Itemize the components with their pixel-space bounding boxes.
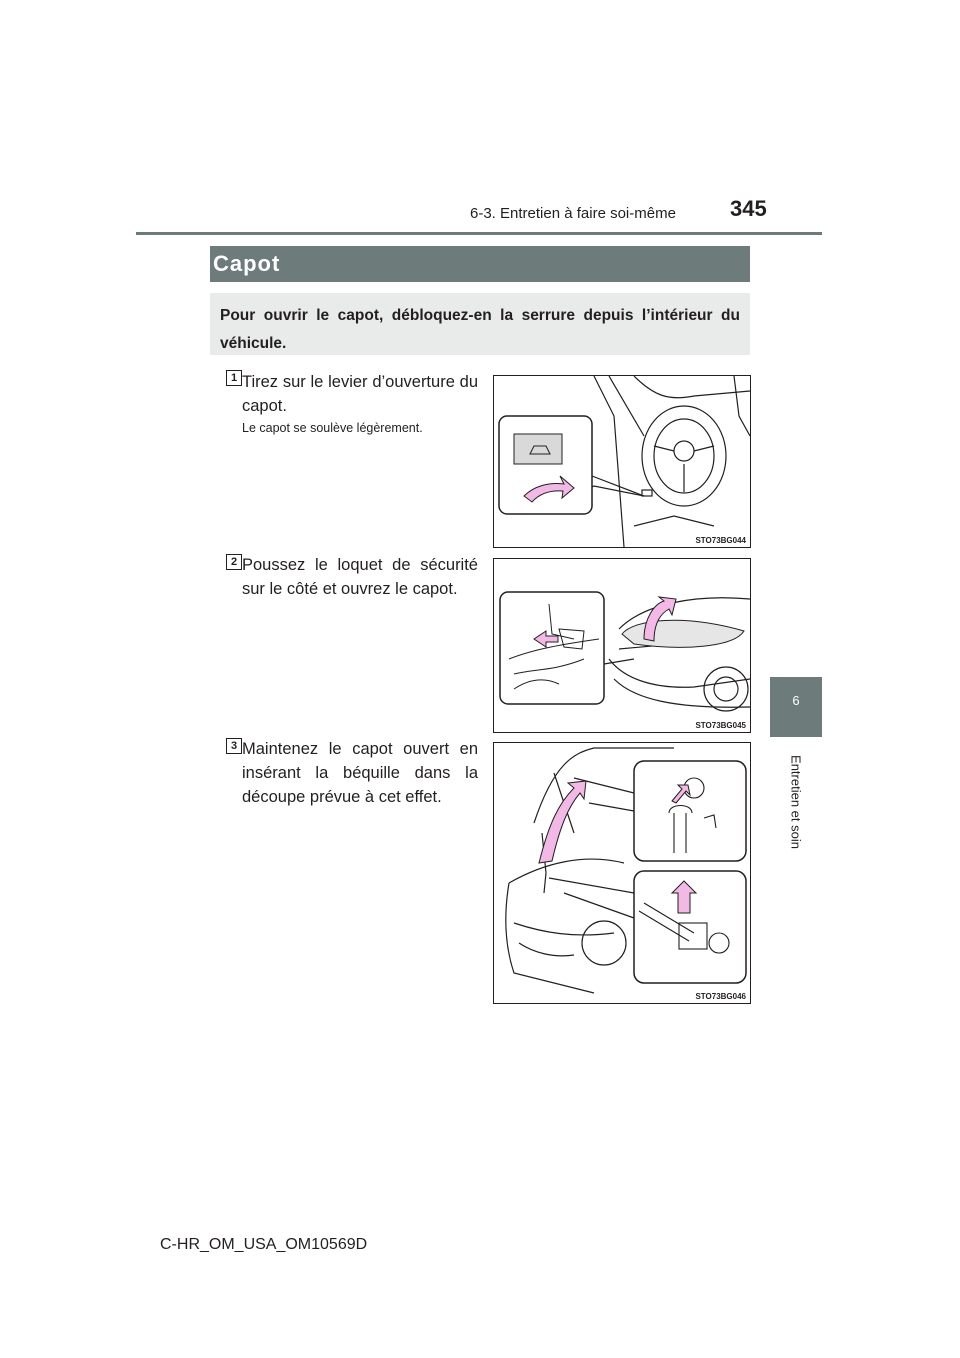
- figure-code-3: STO73BG046: [695, 992, 746, 1001]
- section-title: Capot: [213, 251, 281, 276]
- figure-hood-support-rod: [493, 742, 751, 1004]
- step-text-1: Tirez sur le levier d’ouverture du capot.: [242, 373, 478, 415]
- figure-safety-catch: [493, 558, 751, 733]
- step-text-3: Maintenez le capot ouvert en insérant la béquille dans la découpe prévue à cet effet.: [242, 740, 478, 806]
- safety-catch-illustration: [494, 559, 750, 732]
- step-text-2: Poussez le loquet de sécurité sur le côté et ouvrez le capot.: [242, 556, 478, 598]
- header-section-title: 6-3. Entretien à faire soi-même: [470, 205, 676, 222]
- section-title-bar: [210, 246, 750, 282]
- step-note-1: Le capot se soulève légèrement.: [242, 421, 423, 435]
- hood-release-illustration: [494, 376, 750, 547]
- intro-text: Pour ouvrir le capot, débloquez-en la serrure depuis l’intérieur du véhicule.: [220, 307, 740, 352]
- step-number-3: 3: [226, 738, 242, 754]
- chapter-title: Entretien et soin: [788, 755, 804, 849]
- figure-hood-release-lever: [493, 375, 751, 548]
- step-number-2: 2: [226, 554, 242, 570]
- chapter-number: 6: [792, 693, 800, 708]
- footer-document-code: C-HR_OM_USA_OM10569D: [160, 1236, 368, 1253]
- figure-code-2: STO73BG045: [695, 721, 746, 730]
- page-number: 345: [730, 196, 767, 221]
- hood-support-illustration: [494, 743, 750, 1003]
- figure-code-1: STO73BG044: [695, 536, 746, 545]
- step-number-1: 1: [226, 370, 242, 386]
- header-divider: [136, 232, 822, 235]
- chapter-title-container: [770, 742, 822, 862]
